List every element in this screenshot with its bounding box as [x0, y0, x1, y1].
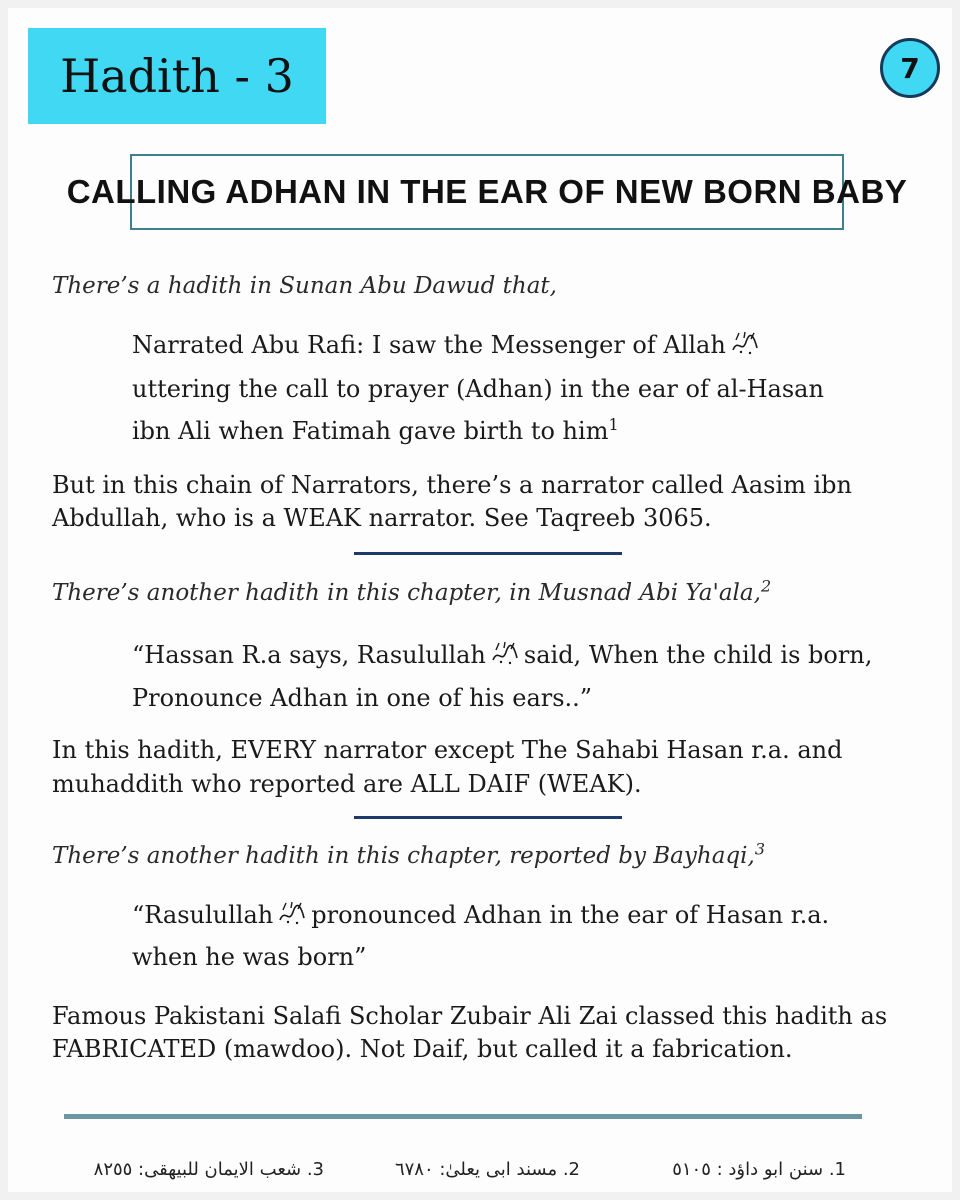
section3-quote-line2: when he was born” — [132, 943, 367, 971]
salawat-glyph — [490, 640, 520, 666]
footnote-ref-2: 2 — [760, 576, 772, 596]
section2-quote-line2: Pronounce Adhan in one of his ears..” — [132, 684, 593, 712]
section2-body-line2: muhaddith who reported are ALL DAIF (WEAK). — [52, 770, 642, 798]
section1-body-line1: But in this chain of Narrators, there’s a narrator called Aasim ibn — [52, 471, 853, 499]
page-number-badge: 7 — [880, 38, 940, 98]
section1-intro-text: There’s a hadith in Sunan Abu Dawud that, — [52, 273, 557, 299]
quote-text: Narrated Abu Rafi: I saw the Messenger of Allah — [132, 331, 726, 359]
footer-rule — [64, 1114, 862, 1119]
salawat-glyph — [277, 900, 307, 926]
section1-quote-line2: uttering the call to prayer (Adhan) in the ear of al-Hasan — [132, 375, 824, 403]
section-heading: CALLING ADHAN IN THE EAR OF NEW BORN BABY — [130, 154, 844, 230]
section2-intro-text: There’s another hadith in this chapter, in Musnad Abi Ya'ala, — [52, 580, 761, 606]
section3-intro — [52, 841, 765, 871]
section2-body-line1: In this hadith, EVERY narrator except The Sahabi Hasan r.a. and — [52, 736, 843, 764]
quote-text: pronounced Adhan in the ear of Hasan r.a. — [311, 901, 830, 929]
section-divider — [354, 816, 622, 819]
section1-body-line2: Abdullah, who is a WEAK narrator. See Taqreeb 3065. — [52, 504, 712, 532]
section-divider — [354, 552, 622, 555]
section1-quote-line1 — [132, 330, 764, 360]
quote-text: “Rasulullah — [132, 901, 274, 929]
quote-text: “Hassan R.a says, Rasulullah — [132, 641, 486, 669]
footnote-3: 3. شعب الایمان للبیهقی: ٨٢٥٥ — [93, 1159, 324, 1180]
section2-quote-line1 — [132, 640, 872, 670]
section3-intro-text: There’s another hadith in this chapter, reported by Bayhaqi, — [52, 843, 755, 869]
section2-intro — [52, 578, 771, 608]
footnote-2: 2. مسند ابی یعلیٰ: ٦٧٨٠ — [394, 1159, 580, 1180]
footnote-ref-1: 1 — [608, 415, 619, 434]
footnote-1: 1. سنن ابو داؤد : ٥١٠٥ — [672, 1159, 846, 1180]
quote-text: ibn Ali when Fatimah gave birth to him — [132, 417, 609, 445]
section3-body-line1: Famous Pakistani Salafi Scholar Zubair Ali Zai classed this hadith as — [52, 1002, 888, 1030]
section1-quote-line3 — [132, 416, 619, 446]
salawat-glyph — [730, 330, 760, 356]
section3-body-line2: FABRICATED (mawdoo). Not Daif, but called it a fabrication. — [52, 1035, 793, 1063]
quote-text: said, When the child is born, — [523, 641, 873, 669]
section1-intro — [52, 271, 557, 301]
section3-quote-line1 — [132, 900, 829, 930]
hadith-title: Hadith - 3 — [28, 28, 326, 124]
footnote-ref-3: 3 — [754, 839, 765, 859]
